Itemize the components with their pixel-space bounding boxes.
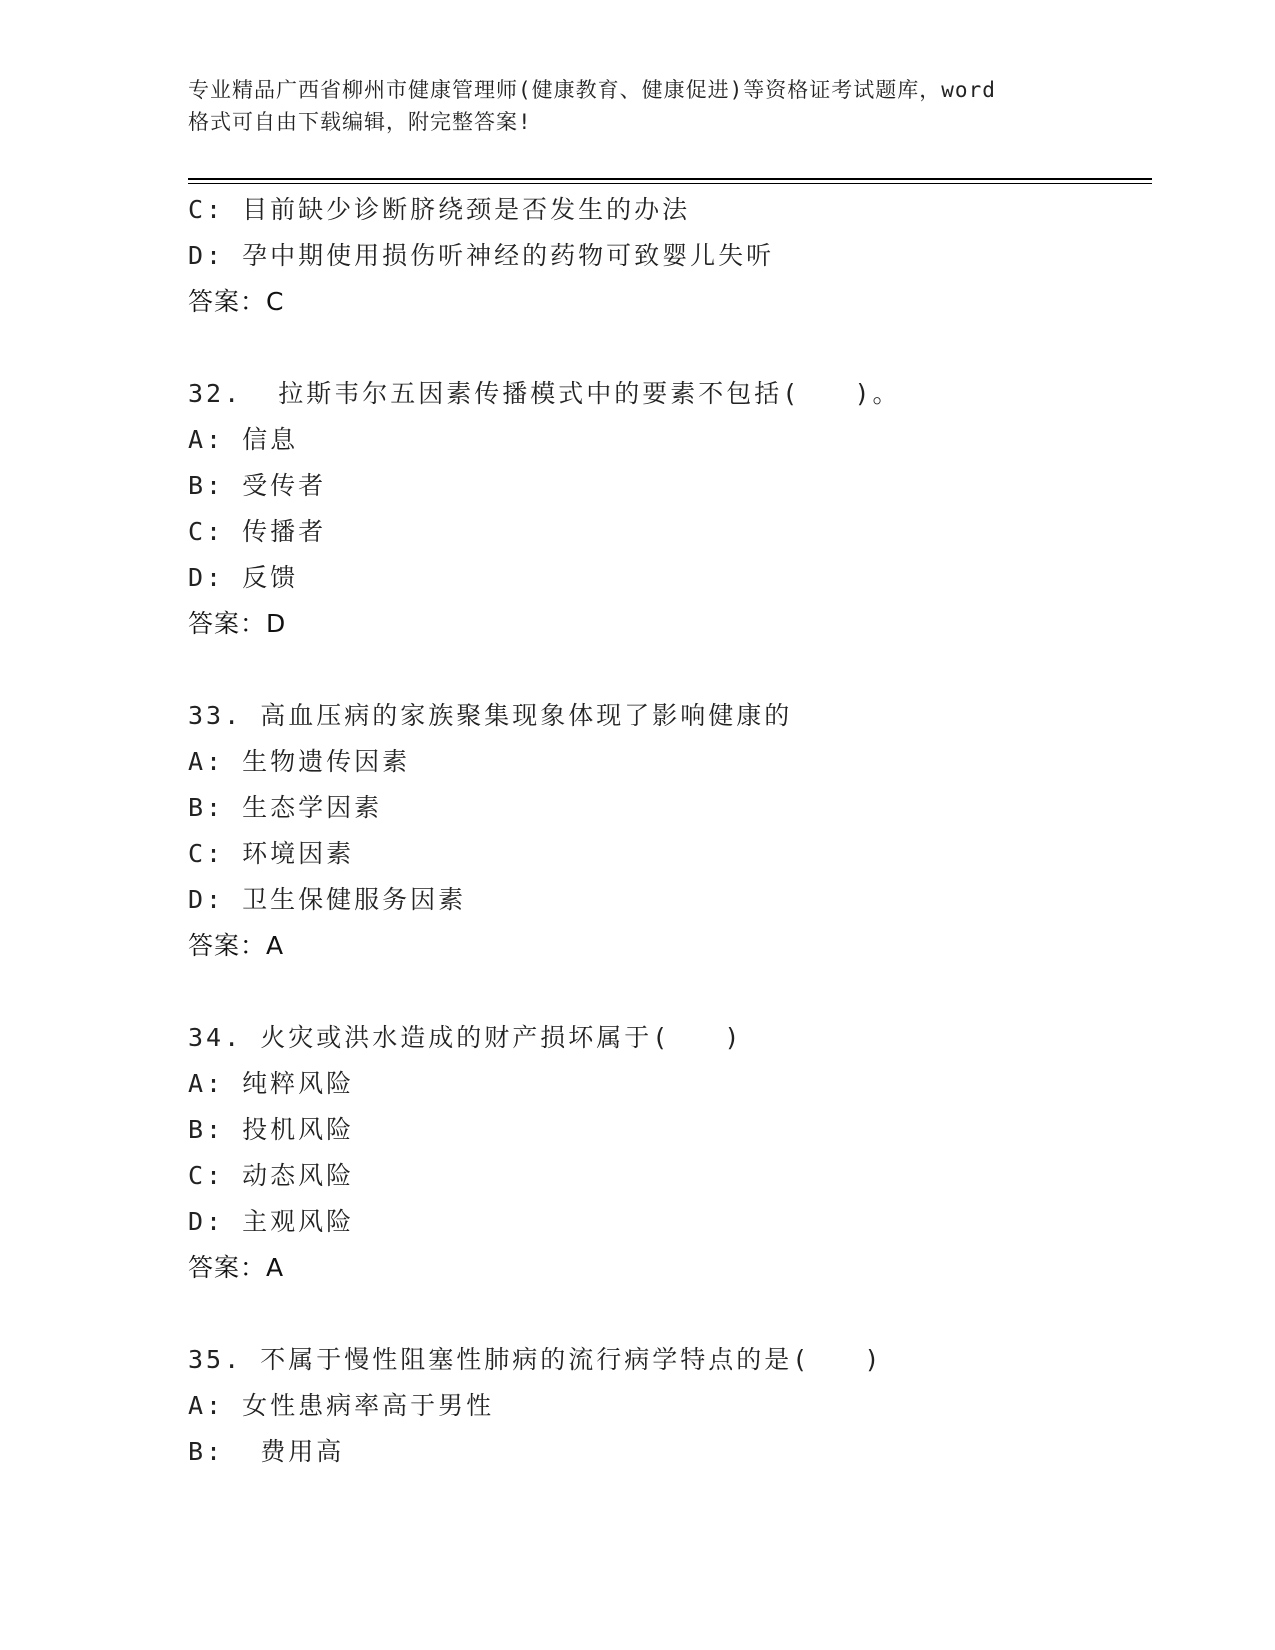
question-32	[188, 371, 1148, 647]
option-b: B: 生态学因素	[188, 793, 383, 822]
option-c: C: 动态风险	[188, 1161, 355, 1190]
question-stem: 32. 拉斯韦尔五因素传播模式中的要素不包括( )。	[188, 379, 901, 408]
header-divider-thin	[188, 183, 1152, 184]
option-a: A: 女性患病率高于男性	[188, 1391, 495, 1420]
question-stem: 35. 不属于慢性阻塞性肺病的流行病学特点的是( )	[188, 1345, 883, 1374]
answer-line: 答案：A	[188, 931, 285, 960]
option-d: D: 孕中期使用损伤听神经的药物可致婴儿失听	[188, 241, 775, 270]
question-stem: 34. 火灾或洪水造成的财产损坏属于( )	[188, 1023, 743, 1052]
question-34	[188, 1015, 1148, 1291]
question-33	[188, 693, 1148, 969]
answer-line: 答案：D	[188, 609, 287, 638]
question-35	[188, 1337, 1148, 1475]
option-b: B: 受传者	[188, 471, 327, 500]
option-a: A: 信息	[188, 425, 299, 454]
option-a: A: 生物遗传因素	[188, 747, 411, 776]
option-d: D: 卫生保健服务因素	[188, 885, 467, 914]
option-d: D: 反馈	[188, 563, 299, 592]
header-divider-thick	[188, 178, 1152, 180]
option-c: C: 环境因素	[188, 839, 355, 868]
question-stem: 33. 高血压病的家族聚集现象体现了影响健康的	[188, 701, 793, 730]
answer-line: 答案：C	[188, 287, 285, 316]
question-list	[188, 187, 1148, 1475]
option-b: B: 投机风险	[188, 1115, 355, 1144]
option-b: B: 费用高	[188, 1437, 345, 1466]
question-31-tail	[188, 187, 1148, 325]
option-c: C: 传播者	[188, 517, 327, 546]
document-header	[188, 74, 1088, 138]
option-c: C: 目前缺少诊断脐绕颈是否发生的办法	[188, 195, 691, 224]
header-line-2: 格式可自由下载编辑，附完整答案!	[188, 110, 532, 134]
option-d: D: 主观风险	[188, 1207, 355, 1236]
option-a: A: 纯粹风险	[188, 1069, 355, 1098]
answer-line: 答案：A	[188, 1253, 285, 1282]
header-line-1: 专业精品广西省柳州市健康管理师(健康教育、健康促进)等资格证考试题库，word	[188, 78, 996, 102]
